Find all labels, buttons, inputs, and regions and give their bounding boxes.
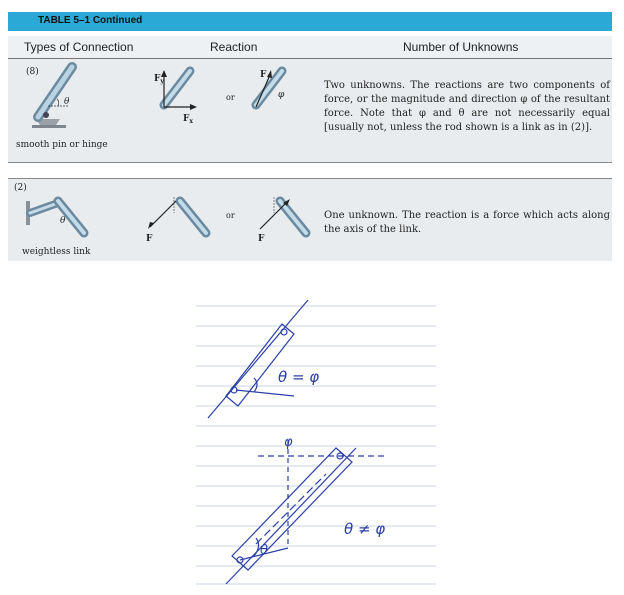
phi-mark: φ: [284, 435, 293, 450]
row-number: (2): [14, 183, 27, 193]
f-label-left: F: [146, 234, 153, 244]
fy-label: $F_y$: [154, 74, 164, 85]
table-title: TABLE 5–1 Continued: [38, 15, 143, 26]
f-label: F: [260, 70, 267, 80]
header-reaction: Reaction: [210, 40, 258, 54]
description-two-unknowns: Two unknowns. The reactions are two components of force, or the magnitude and direction φ of the resultant force. Note that φ and θ are not necessarily equal [usually not, unless the rod shown is a link as in (2)].: [324, 80, 610, 133]
header-unknowns: Number of Unknowns: [403, 40, 519, 54]
theta-mark: θ: [260, 543, 268, 558]
caption-weightless-link: weightless link: [22, 247, 91, 257]
theta-label: θ: [60, 216, 66, 226]
row-number: (8): [26, 67, 39, 77]
table-row-smooth-pin: [8, 59, 612, 163]
handwritten-note: [196, 298, 436, 588]
description-one-unknown: One unknown. The reaction is a force which acts along the axis of the link.: [324, 210, 610, 235]
or-label: or: [226, 93, 235, 102]
phi-label: φ: [278, 90, 285, 100]
theta-label: θ: [64, 97, 70, 107]
lower-inequality: θ ≠ φ: [344, 520, 386, 538]
link-reaction: [8, 179, 328, 261]
upper-equation: θ = φ: [278, 368, 320, 386]
table-row-weightless-link: [8, 178, 612, 261]
fx-label: $F_x$: [183, 114, 193, 125]
note-lines: [196, 298, 436, 588]
table-header: [8, 36, 612, 59]
f-label-right: F: [258, 234, 265, 244]
header-connection: Types of Connection: [24, 40, 134, 54]
caption-smooth-pin: smooth pin or hinge: [16, 140, 108, 150]
table-banner: [8, 12, 612, 31]
or-label: or: [226, 211, 235, 220]
reaction-components: [8, 59, 328, 162]
